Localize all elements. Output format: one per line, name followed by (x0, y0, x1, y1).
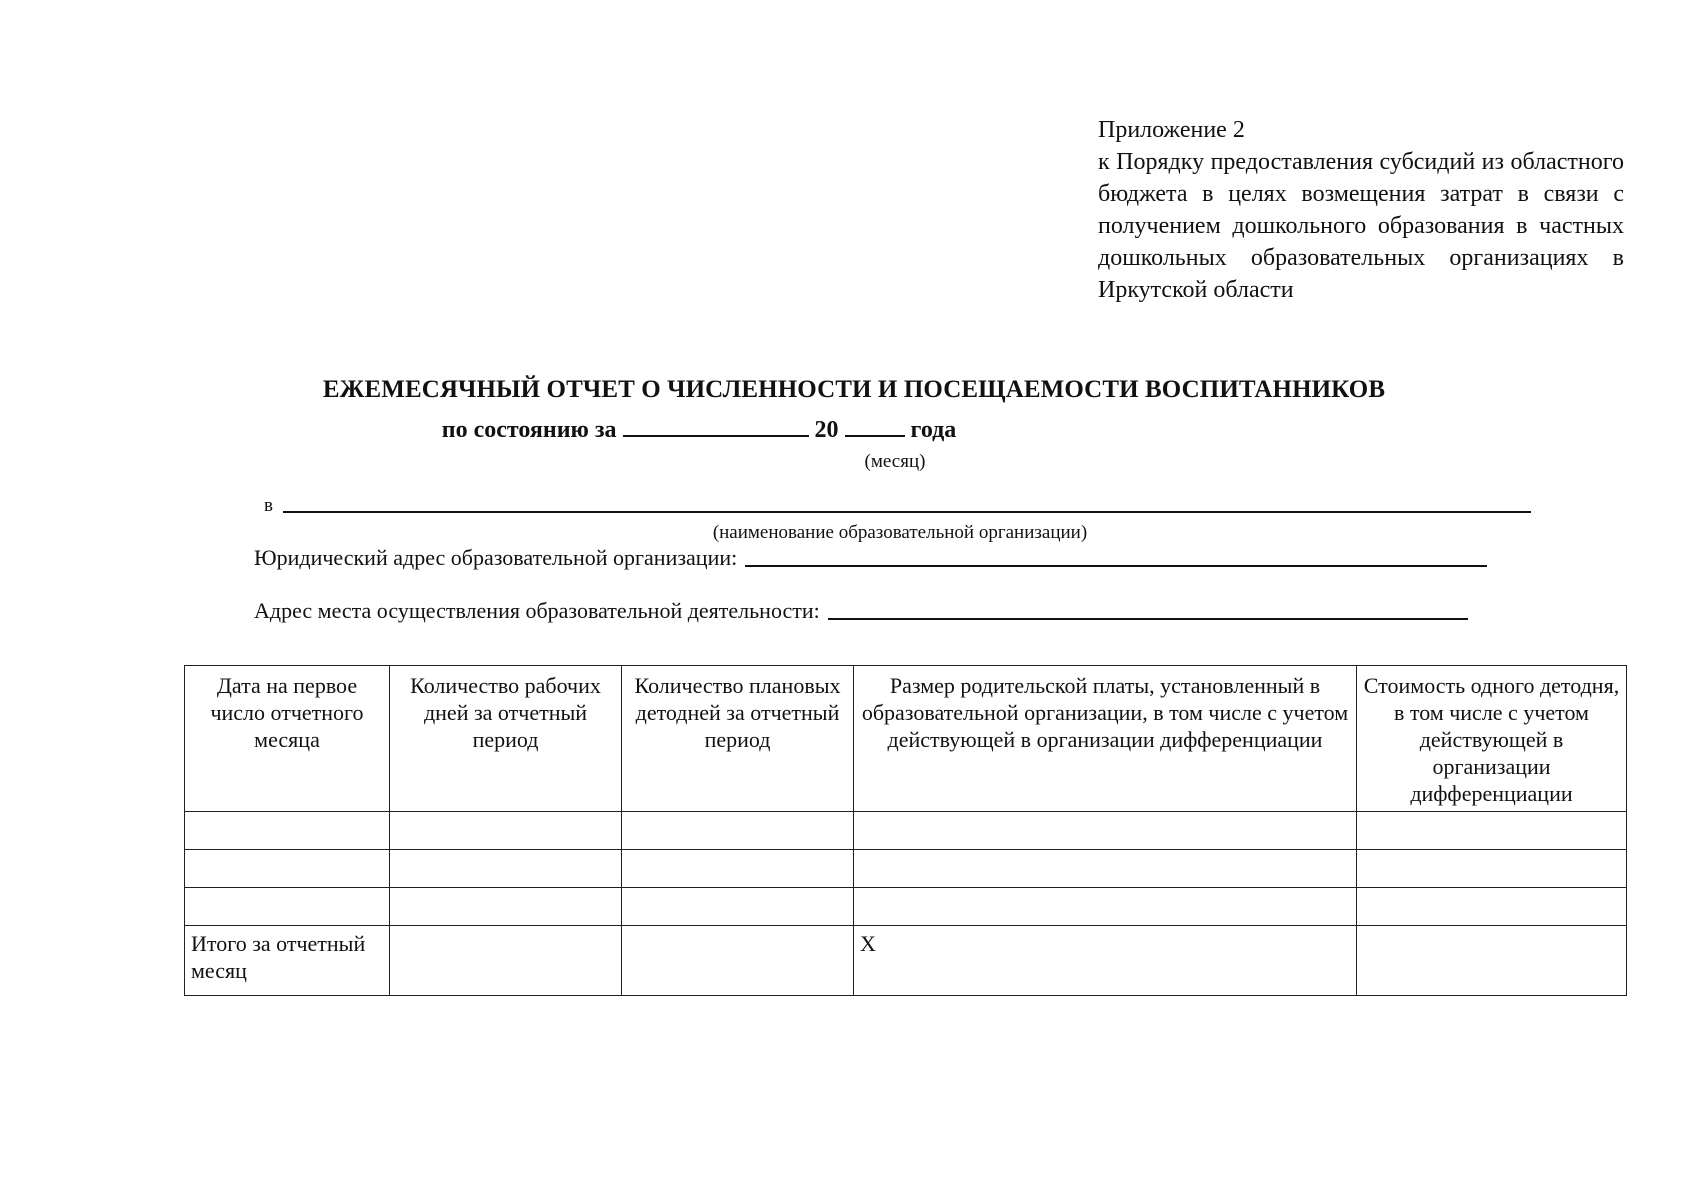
year-prefix: 20 (814, 417, 839, 443)
header-working-days: Количество рабочих дней за отчетный период (390, 666, 622, 812)
period-suffix: года (910, 417, 957, 443)
legal-address-row (254, 545, 1487, 571)
period-prefix: по состоянию за (441, 417, 617, 443)
header-row (185, 666, 1627, 812)
period-line (0, 415, 1398, 444)
header-date: Дата на первое число отчетного месяца (185, 666, 390, 812)
table-row (185, 850, 1627, 888)
activity-address-row (254, 598, 1468, 624)
table-cell[interactable] (622, 850, 854, 888)
month-blank[interactable] (623, 415, 809, 437)
total-parent-fee: X (854, 926, 1357, 996)
activity-address-line[interactable] (828, 618, 1468, 620)
table-cell[interactable] (854, 812, 1357, 850)
table-cell[interactable] (185, 812, 390, 850)
table-cell[interactable] (390, 850, 622, 888)
table-row (185, 888, 1627, 926)
total-child-day-cost[interactable] (1357, 926, 1627, 996)
appendix-body: к Порядку предоставления субсидий из областного бюджета в целях возмещения затрат в связи с получением дошкольного образования в частных дошкольных образовательных организациях в Иркутской области (1098, 149, 1624, 303)
total-label: Итого за отчетный месяц (185, 926, 390, 996)
table-cell[interactable] (1357, 888, 1627, 926)
table-cell[interactable] (622, 888, 854, 926)
table-cell[interactable] (390, 812, 622, 850)
table-cell[interactable] (854, 850, 1357, 888)
header-child-day-cost: Стоимость одного детодня, в том числе с учетом действующей в организации дифференциации (1357, 666, 1627, 812)
header-planned-child-days: Количество плановых детодней за отчетный период (622, 666, 854, 812)
org-hint: (наименование образовательной организации) (712, 522, 1088, 543)
header-parent-fee: Размер родительской платы, установленный в образовательной организации, в том числе с учетом действующей в организации дифференциации (854, 666, 1357, 812)
org-name-line[interactable] (283, 511, 1531, 513)
table-cell[interactable] (854, 888, 1357, 926)
table-cell[interactable] (622, 812, 854, 850)
report-table (184, 665, 1627, 996)
table-cell[interactable] (185, 888, 390, 926)
table-cell[interactable] (1357, 850, 1627, 888)
appendix-block (1098, 114, 1624, 306)
total-row (185, 926, 1627, 996)
year-blank[interactable] (845, 415, 905, 437)
appendix-title: Приложение 2 (1098, 117, 1245, 143)
month-hint: (месяц) (864, 451, 926, 472)
table-row (185, 812, 1627, 850)
table-cell[interactable] (185, 850, 390, 888)
report-heading: ЕЖЕМЕСЯЧНЫЙ ОТЧЕТ О ЧИСЛЕННОСТИ И ПОСЕЩАЕМОСТИ ВОСПИТАННИКОВ (322, 376, 1386, 403)
total-planned-child-days[interactable] (622, 926, 854, 996)
total-working-days[interactable] (390, 926, 622, 996)
org-row (264, 495, 1531, 517)
legal-address-line[interactable] (745, 565, 1487, 567)
table-cell[interactable] (390, 888, 622, 926)
org-prefix: в (264, 495, 273, 516)
legal-address-label: Юридический адрес образовательной организации: (254, 545, 738, 570)
table-cell[interactable] (1357, 812, 1627, 850)
activity-address-label: Адрес места осуществления образовательной деятельности: (254, 598, 820, 623)
